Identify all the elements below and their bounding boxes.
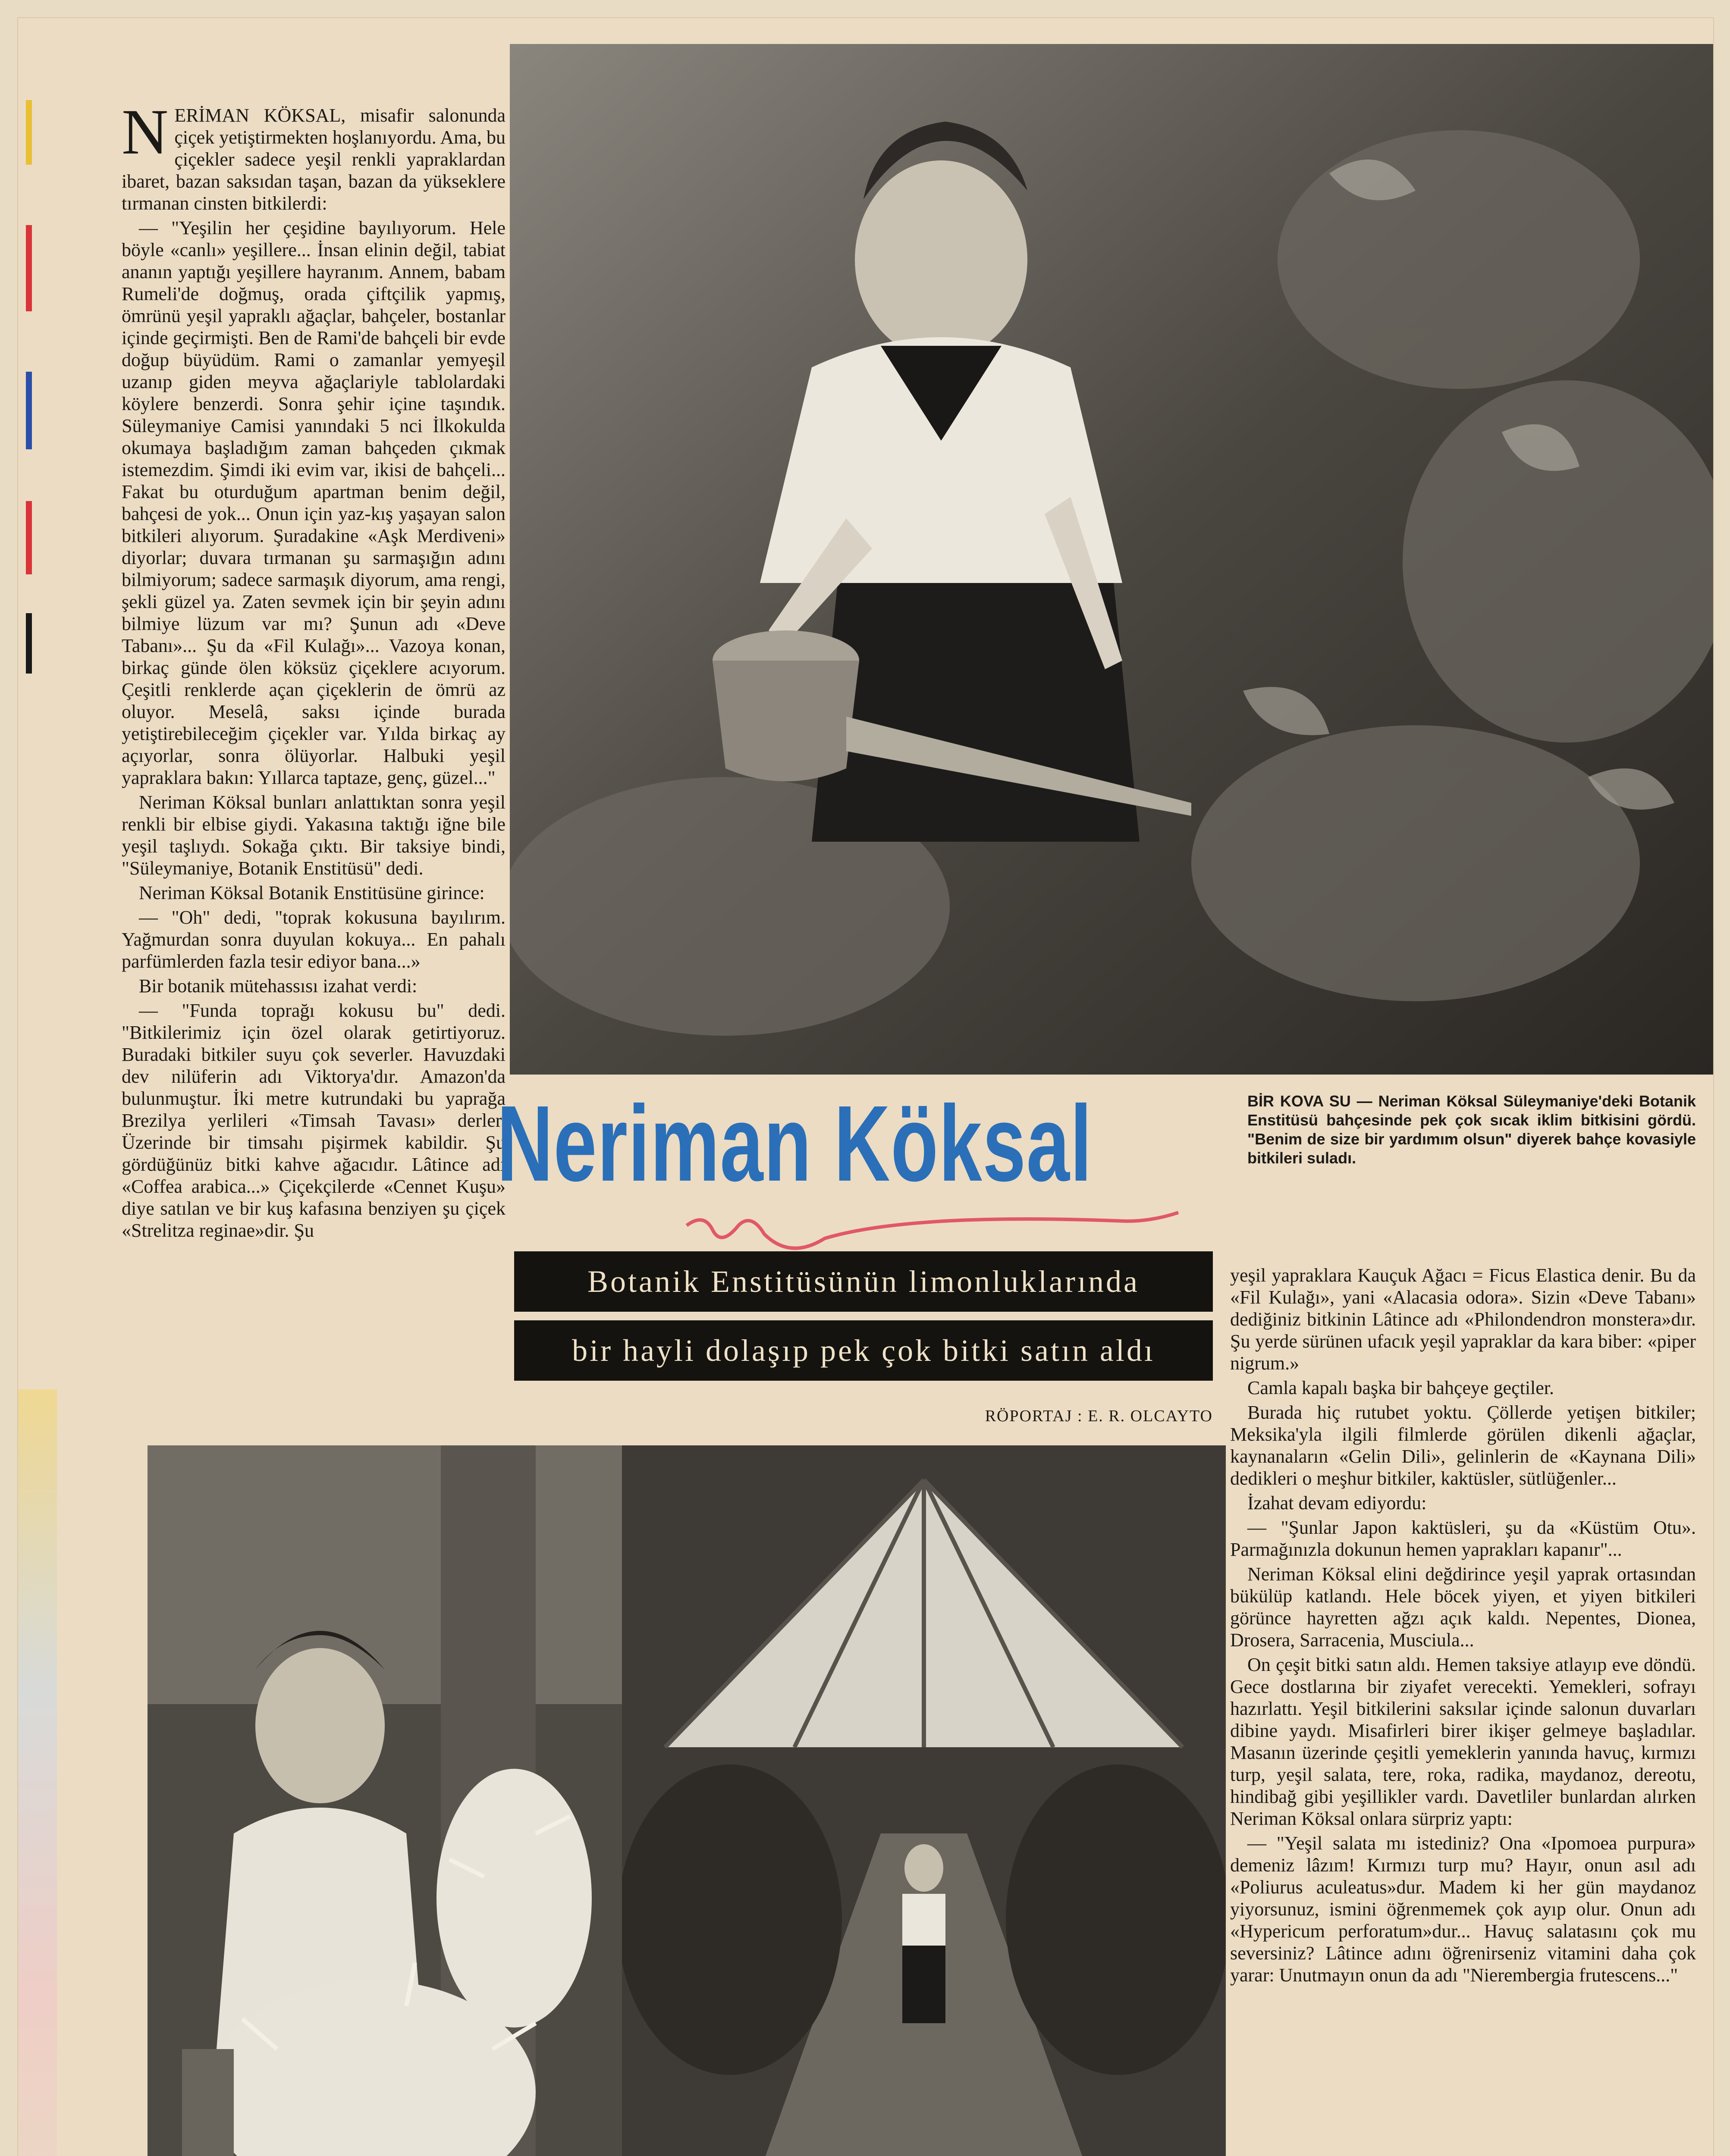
col1-paragraph: ERİMAN KÖKSAL, misafir salonunda çiçek yetiştirmekten hoşlanıyordu. Ama, bu çiçekler sadece yeşil renkli yapraklardan ibaret, bazan saksıdan taşan, bazan da yükseklere tırmanan cinsten bitkilerdi: xyxy=(122,105,505,214)
subtitle-bar-1: Botanik Enstitüsünün limonluklarında xyxy=(514,1251,1213,1312)
caption-watering: BİR KOVA SU — Neriman Köksal Süleymaniye'deki Botanik Enstitüsü bahçesinde pek çok sıcak iklim bitkisini gördü. "Benim de size bir yardımım olsun" diyerek bahçe kovasiyle bitkileri suladı. xyxy=(1247,1092,1696,1167)
col1-paragraph: Bir botanik mütehassısı izahat verdi: xyxy=(139,975,418,997)
photo-watering-plants xyxy=(510,44,1713,1075)
col1-paragraph: — "Yeşilin her çeşidine bayılıyorum. Hele böyle «canlı» yeşillere... İnsan elinin değil, tabiat ananın yaptığı yeşillere hayranım. Annem, babam Rumeli'de doğmuş, orada çiftçilik yapmış, ömrünü yeşil yapraklı ağaçlar, bahçeler, bostanlar içinde geçirmişti. Ben de Rami'de bahçeli bir evde doğup büyüdüm. Rami o zamanlar yemyeşil uzanıp giden meyva ağaçlariyle tablolardaki köylere benzerdi. Sonra şehir içine taşındık. Süleymaniye Camisi yanındaki 5 nci İlkokulda okumaya başladığım zaman bahçeden çıkmak istemezdim. Şimdi iki evim var, ikisi de bahçeli... Fakat bu oturduğum apartman benim değil, bahçesi de yok... Onun için yaz-kış yaşayan salon bitkileri alıyorum. Şuradakine «Aşk Merdiveni» diyorlar; duvara tırmanan şu sarmaşığın adını bilmiyorum; sadece sarmaşık diyorum, ama rengi, şekli güzel ya. Zaten sevmek için bir şeyin adını bilmiye lüzum var mı? Şunun adı «Deve Tabanı»... Şu da «Fil Kulağı»... Vazoya konan, birkaç günde ölen köksüz çiçeklere acıyorum. Çeşitli renklerde açan çiçeklerin de ömrü az oluyor. Meselâ, saksı içinde burada yetiştirebileceğim çiçekler var. Yılda birkaç ay açıyorlar, sonra ölüyorlar. Halbuki yeşil yapraklara bakın: Yıllarca taptaze, genç, güzel..." xyxy=(122,217,505,788)
col3-paragraph: On çeşit bitki satın aldı. Hemen taksiye atlayıp eve döndü. Gece dostlarına bir ziyafet verecekti. Yemekleri, sofrayı hazırlattı. Yeşil bitkilerini saksılar içinde salonun duvarları dibine yaydı. Misafirleri birer ikişer gelmeye başladılar. Masanın üzerinde çeşitli yemeklerin yanında havuç, kırmızı turp, yeşil salata, tere, roka, radika, maydanoz, dereotu, hindibağ gibi yeşillikler vardı. Davetliler bunlardan alırken Neriman Köksal onlara sürpriz yaptı: xyxy=(1230,1654,1696,1829)
blue-mark xyxy=(26,372,32,449)
col1-paragraph: Neriman Köksal bunları anlattıktan sonra yeşil renkli bir elbise giydi. Yakasına taktığı iğne bile yeşil taşlıydı. Sokağa çıktı. Bir taksiye bindi, "Süleymaniye, Botanik Enstitüsü" dedi. xyxy=(122,792,505,879)
byline: RÖPORTAJ : E. R. OLCAYTO xyxy=(985,1407,1213,1425)
handwritten-pencil-mark xyxy=(678,1200,1196,1260)
black-mark xyxy=(26,613,32,674)
column-1-text xyxy=(122,96,505,1244)
col3-paragraph: — "Şunlar Japon kaktüsleri, şu da «Küstüm Otu». Parmağınızla dokunun hemen yaprakları kapanır"... xyxy=(1230,1517,1696,1560)
col1-paragraph: — "Oh" dedi, "toprak kokusuna bayılırım. Yağmurdan sonra duyulan kokuya... En pahalı parfümlerden fazla tesir ediyor bana...» xyxy=(122,907,505,972)
subtitle-bar-2: bir hayli dolaşıp pek çok bitki satın aldı xyxy=(514,1320,1213,1381)
photo-cactus xyxy=(148,1445,622,2156)
color-bleed xyxy=(18,1389,57,2156)
article-title: Neriman Köksal xyxy=(497,1083,1093,1203)
photo-greenhouse xyxy=(622,1445,1226,2156)
magazine-page xyxy=(17,17,1714,2156)
col3-paragraph: Burada hiç rutubet yoktu. Çöllerde yetişen bitkiler; Meksika'yla ilgili filmlerde görülen dikenli ağaçlar, kaynanaların «Gelin Dili», gelinlerin de «Kaynana Dili» dedikleri o meşhur bitkiler, kaktüsler, sütlüğenler... xyxy=(1230,1402,1696,1489)
col3-paragraph: — "Yeşil salata mı istediniz? Ona «Ipomoea purpura» demeniz lâzım! Kırmızı turp mu? Hayır, onun asıl adı «Poliurus aculeatus»dur. Madem ki her gün maydanoz yiyorsunuz, ismini öğrenmemek çok ayıp olur. Onun adı «Hypericum perforatum»dur... Havuç salatasını çok mu seversiniz? Lâtince adını öğrenirseniz vitamini daha çok yarar: Unutmayın onun da adı "Nierembergia frutescens..." xyxy=(1230,1833,1696,1986)
yellow-mark xyxy=(26,100,32,165)
col3-paragraph: Neriman Köksal elini değdirince yeşil yaprak ortasından bükülüp katlandı. Hele böcek yiyen, et yiyen bitkileri görünce hayretten ağzı açık kaldı. Nepentes, Dionea, Drosera, Sarracenia, Musciula... xyxy=(1230,1564,1696,1651)
column-3-text xyxy=(1230,1264,1696,1989)
col1-paragraph: — "Funda toprağı kokusu bu" dedi. "Bitkilerimiz için özel olarak getirtiyoruz. Buradaki bitkiler suyu çok severler. Havuzdaki dev nilüferin adı Viktorya'dır. Amazon'da bulunmuştur. İki metre kutrundaki bu yaprağa Brezilya yerlileri «Timsah Tavası» derler. Üzerinde bir timsahı pişirmek kabildir. Şu gördüğünüz bitki kahve ağacıdır. Lâtince adı «Coffea arabica...» Çiçekçilerde «Cennet Kuşu» diye satılan ve bir kuş kafasına benziyen şu çiçek «Strelitza reginae»dir. Şu xyxy=(122,1000,505,1241)
col3-paragraph: yeşil yapraklara Kauçuk Ağacı = Ficus Elastica denir. Bu da «Fil Kulağı», yani «Alacasia odora». Sizin «Deve Tabanı» dediğiniz bitkinin Lâtince adı «Philondendron monstera»dır. Şu yerde sürünen ufacık yeşil yapraklar da kara biber: «piper nigrum.» xyxy=(1230,1265,1696,1374)
dropcap: N xyxy=(122,96,169,168)
red-mark xyxy=(26,225,32,311)
red-mark-2 xyxy=(26,501,32,574)
col3-paragraph: İzahat devam ediyordu: xyxy=(1247,1492,1427,1514)
col3-paragraph: Camla kapalı başka bir bahçeye geçtiler. xyxy=(1247,1377,1554,1398)
col1-paragraph: Neriman Köksal Botanik Enstitüsüne girince: xyxy=(139,882,485,903)
